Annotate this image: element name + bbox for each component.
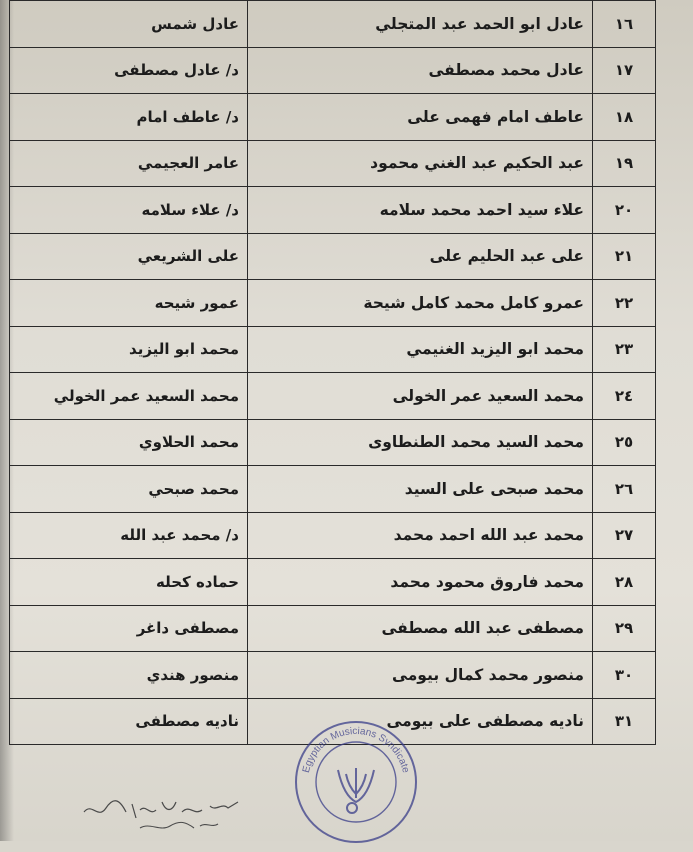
members-table — [9, 0, 656, 745]
member-known-name: محمد السعيد عمر الخولي — [10, 373, 248, 420]
member-full-name: عادل ابو الحمد عبد المتجلي — [248, 1, 593, 48]
row-number: ٢٣ — [593, 326, 656, 373]
table-row — [10, 559, 656, 606]
row-number: ١٦ — [593, 1, 656, 48]
row-number: ٣٠ — [593, 652, 656, 699]
seal-text: Egyptian Musicians Syndicate — [300, 725, 412, 775]
table-row — [10, 233, 656, 280]
table-row — [10, 652, 656, 699]
member-known-name: حماده كحله — [10, 559, 248, 606]
row-number: ٢٦ — [593, 466, 656, 513]
table-row — [10, 466, 656, 513]
row-number: ١٨ — [593, 94, 656, 141]
row-number: ٢٤ — [593, 373, 656, 420]
member-known-name: د/ علاء سلامه — [10, 187, 248, 234]
member-full-name: محمد السعيد عمر الخولى — [248, 373, 593, 420]
member-full-name: محمد فاروق محمود محمد — [248, 559, 593, 606]
member-known-name: د/ عادل مصطفى — [10, 47, 248, 94]
member-known-name: عادل شمس — [10, 1, 248, 48]
member-full-name: محمد السيد محمد الطنطاوى — [248, 419, 593, 466]
table-row — [10, 47, 656, 94]
member-full-name: على عبد الحليم على — [248, 233, 593, 280]
svg-text:Egyptian Musicians Syndicate — [301, 726, 411, 774]
member-full-name: ناديه مصطفى على بيومى — [248, 698, 593, 745]
member-known-name: مصطفى داغر — [10, 605, 248, 652]
member-full-name: عمرو كامل محمد كامل شيحة — [248, 280, 593, 327]
table-row — [10, 512, 656, 559]
member-full-name: محمد عبد الله احمد محمد — [248, 512, 593, 559]
table-row — [10, 280, 656, 327]
member-known-name: د/ محمد عبد الله — [10, 512, 248, 559]
table-row — [10, 605, 656, 652]
table-row — [10, 94, 656, 141]
syndicate-seal — [286, 712, 426, 852]
table-row — [10, 140, 656, 187]
member-known-name: عمور شيحه — [10, 280, 248, 327]
member-full-name: محمد ابو اليزيد الغنيمي — [248, 326, 593, 373]
member-full-name: محمد صبحى على السيد — [248, 466, 593, 513]
member-known-name: د/ عاطف امام — [10, 94, 248, 141]
member-known-name: منصور هندي — [10, 652, 248, 699]
table-row — [10, 1, 656, 48]
member-known-name: على الشريعي — [10, 233, 248, 280]
member-full-name: عبد الحكيم عبد الغني محمود — [248, 140, 593, 187]
row-number: ٢٧ — [593, 512, 656, 559]
member-known-name: عامر العجيمي — [10, 140, 248, 187]
member-known-name: محمد الحلاوي — [10, 419, 248, 466]
handwritten-signature — [80, 782, 280, 837]
row-number: ١٩ — [593, 140, 656, 187]
member-known-name: محمد ابو اليزيد — [10, 326, 248, 373]
member-full-name: منصور محمد كمال بيومى — [248, 652, 593, 699]
table-row — [10, 419, 656, 466]
member-full-name: عادل محمد مصطفى — [248, 47, 593, 94]
row-number: ٣١ — [593, 698, 656, 745]
row-number: ٢٥ — [593, 419, 656, 466]
table-row — [10, 326, 656, 373]
row-number: ٢٩ — [593, 605, 656, 652]
row-number: ١٧ — [593, 47, 656, 94]
row-number: ٢٠ — [593, 187, 656, 234]
table-row — [10, 187, 656, 234]
member-full-name: علاء سيد احمد محمد سلامه — [248, 187, 593, 234]
member-known-name: ناديه مصطفى — [10, 698, 248, 745]
member-full-name: عاطف امام فهمى على — [248, 94, 593, 141]
member-full-name: مصطفى عبد الله مصطفى — [248, 605, 593, 652]
table-row — [10, 373, 656, 420]
row-number: ٢٨ — [593, 559, 656, 606]
member-known-name: محمد صبحي — [10, 466, 248, 513]
row-number: ٢٢ — [593, 280, 656, 327]
row-number: ٢١ — [593, 233, 656, 280]
